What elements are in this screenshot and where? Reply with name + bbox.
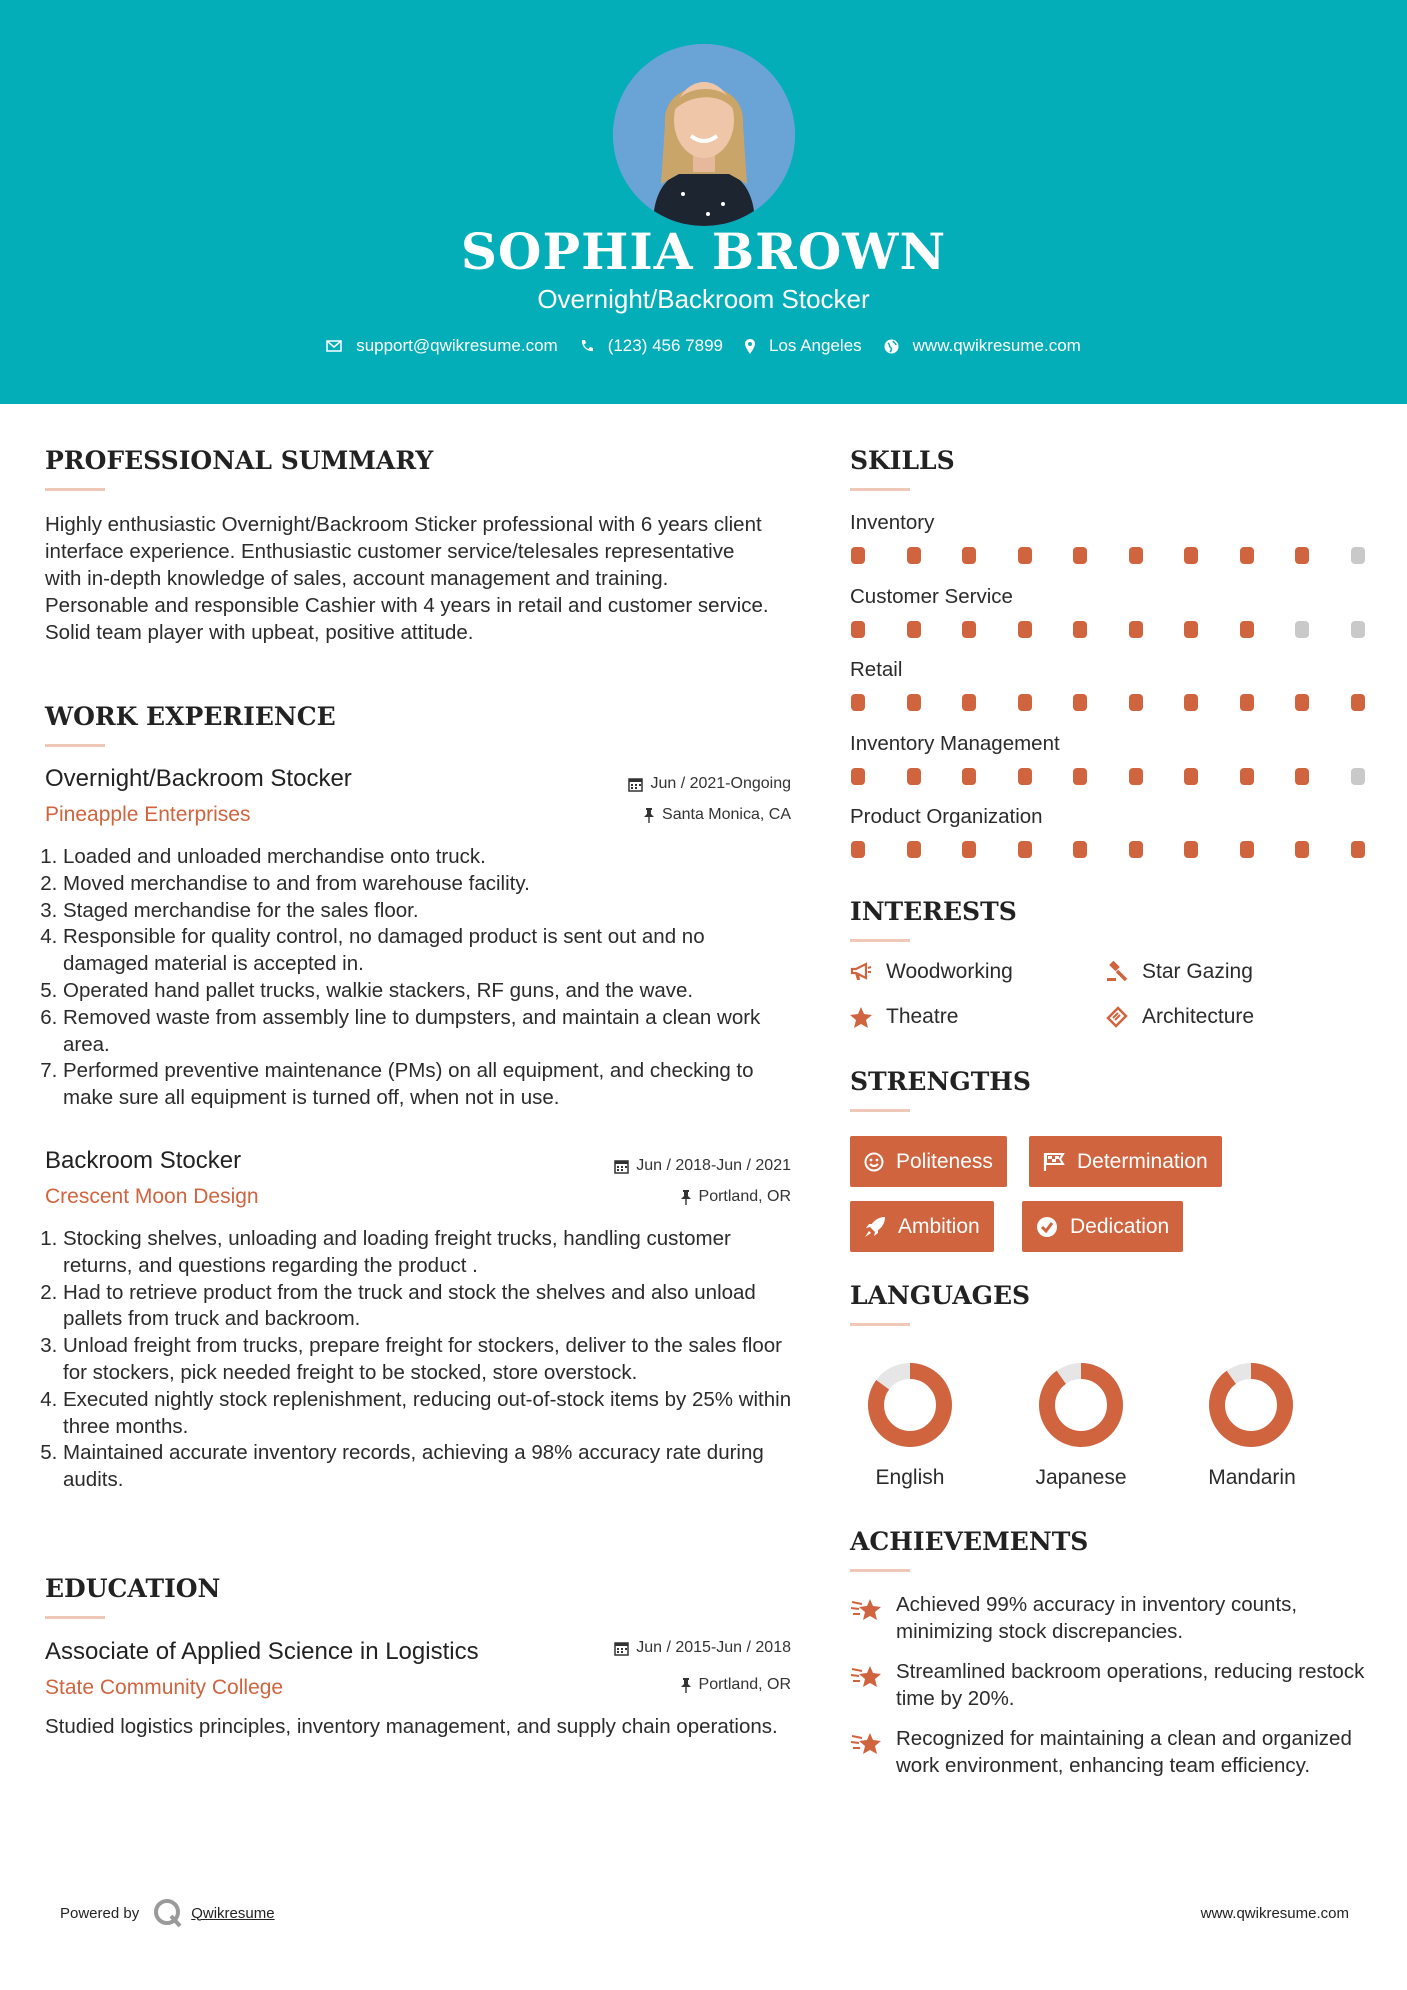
candidate-role: Overnight/Backroom Stocker [537,284,870,314]
interest-label: Theatre [886,1005,959,1028]
achievement-item [850,1592,1370,1646]
job-location [643,806,791,824]
skill-level-dot [1129,621,1143,638]
candidate-name: SOPHIA BROWN [460,222,947,281]
skill-level-dot [1073,841,1087,858]
interest-label: Architecture [1142,1005,1255,1028]
skill-level-dot [1073,547,1087,564]
interests-underline [850,939,910,942]
language-proficiency-arc [1217,1371,1285,1439]
skill-name: Product Organization [850,805,1043,828]
footer-website[interactable]: www.qwikresume.com [1200,1905,1349,1922]
language-proficiency-arc [1047,1371,1115,1439]
skill-level-dot [851,621,865,638]
interest-label: Star Gazing [1142,960,1253,983]
skill-level-dot [1240,547,1254,564]
languages-donuts [850,1350,1310,1460]
achievement-text: Streamlined backroom operations, reducing restock time by 20%. [896,1660,1365,1710]
interests-heading: INTERESTS [850,897,1017,926]
education-underline [45,1616,105,1619]
skill-level-dot [1018,621,1032,638]
skill-level-dot [1240,621,1254,638]
calendar-icon [614,1159,629,1174]
summary-heading: PROFESSIONAL SUMMARY [45,446,434,475]
smile-icon [864,1152,884,1172]
school-name: State Community College [45,1676,284,1699]
strength-label: Ambition [898,1214,980,1238]
duty-item: 7. Performed preventive maintenance (PMs) on all equipment, and checking to make sure all equipment is turned off, when not in use. [63,1058,785,1112]
check-circle-icon [1036,1216,1058,1238]
job-date-text: Jun / 2021-Ongoing [650,775,791,792]
strength-tag [1022,1201,1183,1252]
skill-level-dot [907,547,921,564]
skill-level-dot [851,768,865,785]
skill-level-dot [962,547,976,564]
skill-level-dot [962,621,976,638]
skill-level-dot [1073,768,1087,785]
education-location-text: Portland, OR [698,1676,791,1693]
duty-item: 6. Removed waste from assembly line to dumpsters, and maintain a clean work area. [63,1005,785,1059]
contact-website-text: www.qwikresume.com [912,336,1081,355]
contact-phone-text: (123) 456 7899 [607,336,724,355]
skill-level-dot [1184,841,1198,858]
pin-icon [643,808,655,823]
education-location [680,1676,791,1694]
skill-level-dot [1129,547,1143,564]
duty-item: 1. Loaded and unloaded merchandise onto truck. [63,844,785,871]
duty-item: 5. Operated hand pallet trucks, walkie stackers, RF guns, and the wave. [63,978,785,1005]
education-heading: EDUCATION [45,1574,221,1603]
skill-level-dot [1240,841,1254,858]
skill-name: Customer Service [850,584,1013,608]
work-underline [45,744,105,747]
achievement-text: Achieved 99% accuracy in inventory counts, minimizing stock discrepancies. [896,1593,1298,1643]
profile-photo [613,44,795,226]
skill-level-dot [1295,841,1309,858]
star-icon [850,1007,872,1028]
phone-icon [580,339,594,353]
rocket-icon [864,1216,886,1238]
job-company: Pineapple Enterprises [45,803,251,826]
education-date-text: Jun / 2015-Jun / 2018 [636,1639,791,1656]
bullhorn-icon [850,962,872,982]
calendar-icon [614,1641,629,1656]
skill-level-dot [1351,547,1365,564]
skill-name: Inventory Management [850,731,1060,755]
skill-level-dot [1240,768,1254,785]
resume-header [0,0,1407,404]
language-label: English [875,1466,945,1489]
skill-name: Inventory [850,511,935,534]
duty-item: 1. Stocking shelves, unloading and loading freight trucks, handling customer returns, and questions regarding the product . [63,1226,795,1280]
duty-item: 5. Maintained accurate inventory records, achieving a 98% accuracy rate during audits. [63,1440,795,1494]
skill-level-dot [1351,694,1365,711]
skill-level-dot [1184,547,1198,564]
languages-heading: LANGUAGES [850,1281,1031,1310]
ticket-icon [1106,1006,1128,1028]
duty-item: 4. Responsible for quality control, no damaged product is sent out and no damaged material is accepted in. [63,924,785,978]
job-company: Crescent Moon Design [45,1185,259,1208]
calendar-icon [628,777,643,792]
job-duties [45,844,785,1112]
language-label: Japanese [1035,1466,1127,1489]
map-marker-icon [745,339,755,354]
skill-level-dot [1018,694,1032,711]
strength-label: Determination [1077,1149,1208,1173]
job-date [628,775,791,793]
interest-item [850,960,1013,984]
skill-level-dot [907,841,921,858]
job-location [680,1188,791,1206]
skill-level-dot [1295,768,1309,785]
duty-item: 3. Staged merchandise for the sales floor. [63,898,785,925]
pin-icon [680,1190,692,1205]
job-duties [45,1226,795,1494]
achievements-heading: ACHIEVEMENTS [850,1527,1089,1556]
skill-level-dot [1295,621,1309,638]
skill-level-dot [962,768,976,785]
skill-level-dot [851,694,865,711]
achievements-underline [850,1569,910,1572]
flag-icon [1043,1152,1065,1172]
skill-level-dot [962,841,976,858]
job-location-text: Santa Monica, CA [662,806,791,823]
contact-email-text: support@qwikresume.com [356,336,558,355]
interest-item [1106,960,1253,984]
work-heading: WORK EXPERIENCE [45,702,336,731]
globe-icon [884,339,899,354]
skill-level-dot [1129,694,1143,711]
skill-level-dot [1351,621,1365,638]
skills-underline [850,488,910,491]
skill-level-dot [1351,768,1365,785]
strengths-underline [850,1109,910,1112]
skill-level-dot [1073,621,1087,638]
strength-tag [850,1136,1007,1187]
interest-item [850,1005,958,1029]
job-title: Overnight/Backroom Stocker [45,765,352,792]
strength-label: Dedication [1070,1214,1170,1238]
duty-item: 2. Had to retrieve product from the truck and stock the shelves and also unload pallets from truck and backroom. [63,1280,795,1334]
qwikresume-logo-icon [153,1898,183,1928]
strength-tag [1029,1136,1222,1187]
shooting-star-icon [850,1728,884,1756]
skill-level-dot [907,768,921,785]
job-title: Backroom Stocker [45,1147,242,1174]
skill-level-dot [1129,841,1143,858]
contact-location-text: Los Angeles [769,336,862,355]
skill-level-dot [851,547,865,564]
education-description: Studied logistics principles, inventory management, and supply chain operations. [45,1715,778,1738]
interest-label: Woodworking [886,960,1013,983]
achievement-item [850,1726,1370,1780]
skills-heading: SKILLS [850,446,955,475]
job-location-text: Portland, OR [698,1188,791,1205]
skill-level-dot [1129,768,1143,785]
job-date-text: Jun / 2018-Jun / 2021 [636,1157,791,1174]
contact-phone[interactable] [580,336,723,356]
duty-item: 2. Moved merchandise to and from warehouse facility. [63,871,785,898]
skill-level-dot [1295,547,1309,564]
qwikresume-link[interactable]: Qwikresume [191,1904,275,1922]
strength-tag [850,1201,994,1252]
skill-level-dot [962,694,976,711]
achievement-item [850,1659,1370,1713]
contact-email[interactable] [326,336,558,356]
skill-level-dot [1018,768,1032,785]
strength-label: Politeness [896,1149,993,1173]
skill-name: Retail [850,658,903,681]
interest-item [1106,1005,1254,1029]
duty-item: 4. Executed nightly stock replenishment, reducing out-of-stock items by 25% within three months. [63,1387,795,1441]
contact-website[interactable] [884,336,1081,356]
skill-level-dot [1240,694,1254,711]
shooting-star-icon [850,1594,884,1622]
skill-level-dot [907,621,921,638]
skill-level-dot [851,841,865,858]
powered-by-label: Powered by [60,1904,140,1922]
duty-item: 3. Unload freight from trucks, prepare freight for stockers, deliver to the sales floor for stockers, pick needed freight to be stocked, store overstock. [63,1333,795,1387]
skill-level-dot [1351,841,1365,858]
skill-level-dot [1295,694,1309,711]
footer-powered-by [60,1898,275,1928]
job-date [614,1157,791,1175]
skill-level-dot [1184,694,1198,711]
degree-title: Associate of Applied Science in Logistics [45,1638,479,1665]
achievement-text: Recognized for maintaining a clean and organized work environment, enhancing team efficiency. [896,1727,1352,1777]
strengths-heading: STRENGTHS [850,1067,1031,1096]
summary-underline [45,488,105,491]
summary-text: Highly enthusiastic Overnight/Backroom Sticker professional with 6 years client interface experience. Enthusiastic customer service/telesales representative with in-depth knowledge of sales, account management and training. Personable and responsible Cashier with 4 years in retail and customer service. Solid team player with upbeat, positive attitude. [45,513,769,644]
gavel-icon [1106,961,1128,983]
pin-icon [680,1678,692,1693]
skill-level-dot [1184,768,1198,785]
language-label: Mandarin [1208,1466,1296,1489]
languages-underline [850,1323,910,1326]
contact-bar [0,336,1407,356]
skill-level-dot [1018,841,1032,858]
skill-level-dot [1018,547,1032,564]
skill-level-dot [907,694,921,711]
contact-location [745,336,862,356]
skill-level-dot [1073,694,1087,711]
shooting-star-icon [850,1661,884,1689]
education-date [614,1639,791,1657]
skill-level-dot [1184,621,1198,638]
envelope-icon [326,340,342,352]
